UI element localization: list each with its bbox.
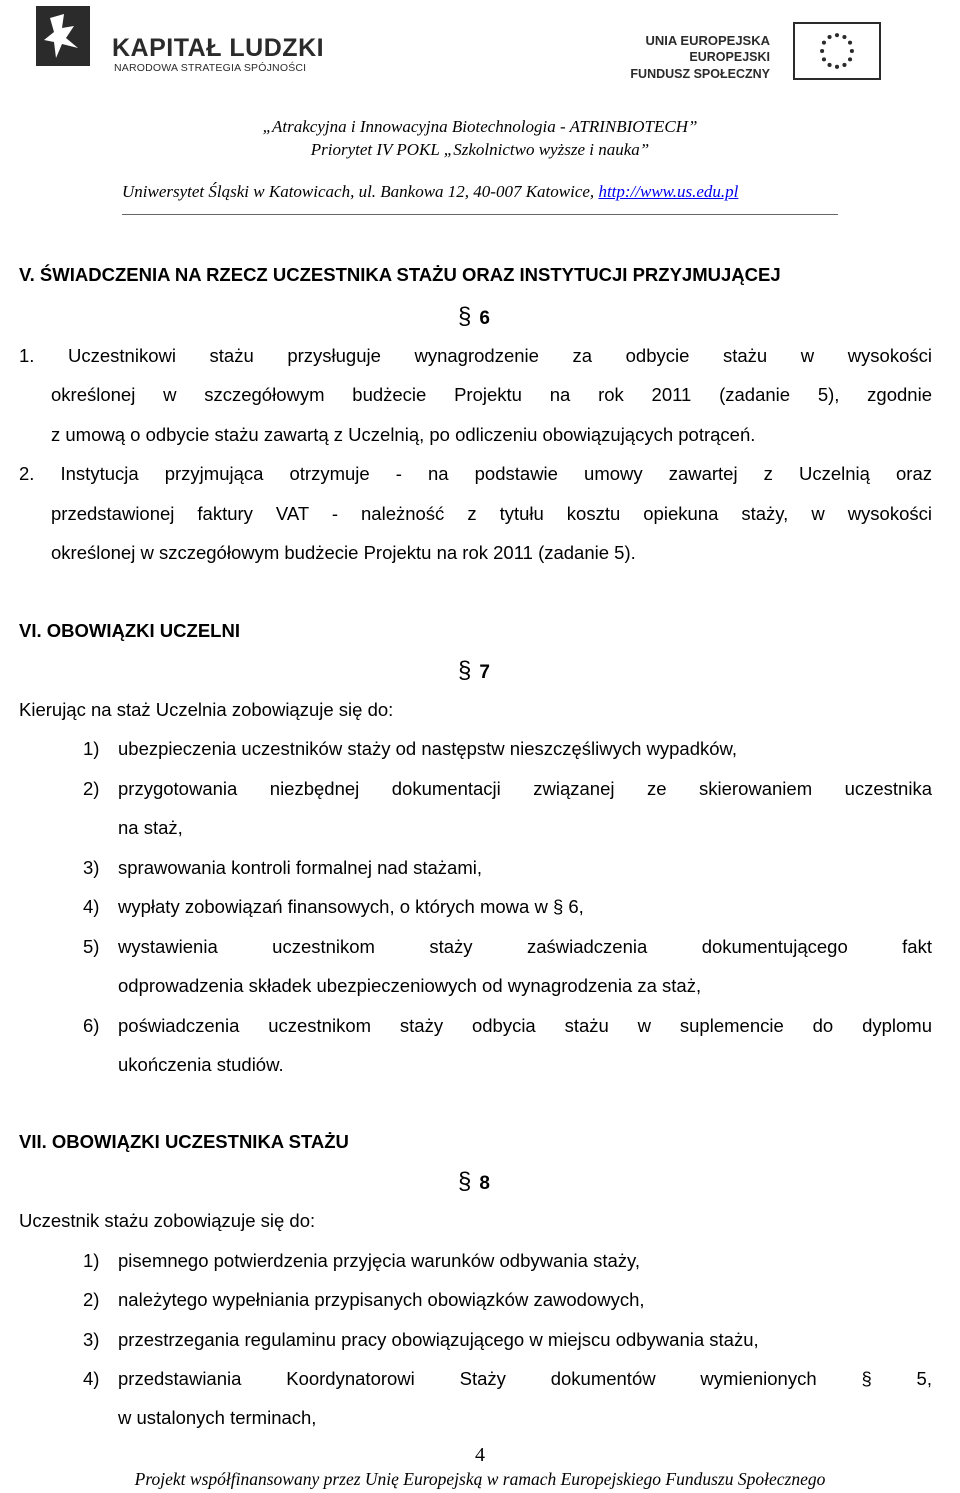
section-v-item2-line1: 2. Instytucja przyjmująca otrzymuje - na podstawie umowy zawartej z Uczelnią oraz bbox=[19, 463, 932, 484]
eu-logo-line1: UNIA EUROPEJSKA bbox=[645, 33, 770, 48]
list-item-number: 4) bbox=[83, 896, 100, 917]
section-v-item1-line2: określonej w szczegółowym budżecie Projektu na rok 2011 (zadanie 5), zgodnie bbox=[51, 384, 932, 405]
address-text: Uniwersytet Śląski w Katowicach, ul. Bankowa 12, 40-007 Katowice, bbox=[122, 182, 595, 201]
paragraph-symbol: § bbox=[458, 657, 472, 684]
paragraph-number: 7 bbox=[479, 662, 490, 683]
section-vii-paragraph-mark bbox=[458, 1170, 490, 1196]
list-item-number: 1) bbox=[83, 738, 100, 759]
list-item-number: 3) bbox=[83, 1328, 100, 1350]
list-item-text: należytego wypełniania przypisanych obowiązków zawodowych, bbox=[118, 1289, 645, 1311]
eu-logo-line3: FUNDUSZ SPOŁECZNY bbox=[630, 67, 770, 81]
section-vi-intro: Kierując na staż Uczelnia zobowiązuje się do: bbox=[19, 699, 394, 720]
list-item-text: wystawienia uczestnikom staży zaświadczenia dokumentującego fakt bbox=[118, 935, 932, 957]
project-title-line: „Atrakcyjna i Innowacyjna Biotechnologia - ATRINBIOTECH” bbox=[262, 117, 698, 136]
section-v-item1-line1: 1. Uczestnikowi stażu przysługuje wynagrodzenie za odbycie stażu w wysokości bbox=[19, 345, 932, 366]
cofinance-footer: Projekt współfinansowany przez Unię Europejską w ramach Europejskiego Funduszu Społecznego bbox=[134, 1469, 826, 1489]
eu-logo bbox=[630, 18, 890, 90]
section-v-item2-line3: określonej w szczegółowym budżecie Projektu na rok 2011 (zadanie 5). bbox=[51, 542, 636, 563]
list-item-text: poświadczenia uczestnikom staży odbycia stażu w suplemencie do dyplomu bbox=[118, 1014, 932, 1036]
list-item-text: przygotowania niezbędnej dokumentacji związanej ze skierowaniem uczestnika bbox=[118, 777, 932, 799]
paragraph-number: 8 bbox=[479, 1173, 490, 1194]
list-item-number: 6) bbox=[83, 1014, 100, 1036]
list-item-text: odprowadzenia składek ubezpieczeniowych od wynagrodzenia za staż, bbox=[118, 975, 702, 996]
eu-flag-icon bbox=[793, 22, 881, 80]
list-item-text: na staż, bbox=[118, 817, 183, 838]
kapital-ludzki-logo bbox=[32, 4, 325, 82]
list-item-text: przedstawiania Koordynatorowi Staży dokumentów wymienionych § 5, bbox=[118, 1367, 932, 1389]
paragraph-number: 6 bbox=[479, 308, 490, 329]
list-item-text: w ustalonych terminach, bbox=[118, 1407, 317, 1429]
section-vi-title: VI. OBOWIĄZKI UCZELNI bbox=[19, 620, 240, 641]
list-item-text: ubezpieczenia uczestników staży od następstw nieszczęśliwych wypadków, bbox=[118, 738, 738, 759]
list-item-text: pisemnego potwierdzenia przyjęcia warunków odbywania staży, bbox=[118, 1250, 641, 1271]
section-vii-title: VII. OBOWIĄZKI UCZESTNIKA STAŻU bbox=[19, 1131, 349, 1152]
eu-logo-text bbox=[630, 32, 770, 83]
section-vii-intro: Uczestnik stażu zobowiązuje się do: bbox=[19, 1210, 316, 1231]
kapital-ludzki-emblem-icon bbox=[32, 4, 94, 68]
list-item-number: 1) bbox=[83, 1250, 100, 1271]
paragraph-symbol: § bbox=[458, 303, 472, 330]
section-v-title: V. ŚWIADCZENIA NA RZECZ UCZESTNIKA STAŻU ORAZ INSTYTUCJI PRZYJMUJĄCEJ bbox=[19, 264, 781, 285]
address-line bbox=[122, 182, 738, 202]
list-item-number: 2) bbox=[83, 1289, 100, 1311]
list-item-text: wypłaty zobowiązań finansowych, o których mowa w § 6, bbox=[118, 896, 584, 917]
list-item-text: sprawowania kontroli formalnej nad stażami, bbox=[118, 856, 483, 878]
kapital-ludzki-subtitle: NARODOWA STRATEGIA SPÓJNOŚCI bbox=[114, 62, 307, 74]
list-item-number: 3) bbox=[83, 856, 100, 878]
section-v-item1-line3: z umową o odbycie stażu zawartą z Uczelnią, po odliczeniu obowiązujących potrąceń. bbox=[51, 424, 756, 445]
eu-logo-line2: EUROPEJSKI bbox=[689, 50, 770, 64]
page-number: 4 bbox=[475, 1444, 485, 1466]
section-vi-paragraph-mark bbox=[458, 659, 490, 685]
section-v-paragraph-mark bbox=[458, 305, 490, 331]
priority-line: Priorytet IV POKL „Szkolnictwo wyższe i nauka” bbox=[310, 140, 650, 159]
list-item-number: 5) bbox=[83, 935, 100, 957]
list-item-text: przestrzegania regulaminu pracy obowiązującego w miejscu odbywania stażu, bbox=[118, 1328, 759, 1350]
list-item-number: 4) bbox=[83, 1367, 100, 1389]
section-v-item2-line2: przedstawionej faktury VAT - należność z tytułu kosztu opiekuna staży, w wysokości bbox=[51, 503, 932, 524]
kapital-ludzki-title: KAPITAŁ LUDZKI bbox=[112, 34, 325, 62]
list-item-text: ukończenia studiów. bbox=[118, 1054, 284, 1075]
list-item-number: 2) bbox=[83, 777, 100, 799]
paragraph-symbol: § bbox=[458, 1168, 472, 1195]
header-divider bbox=[122, 214, 838, 215]
university-link[interactable]: http://www.us.edu.pl bbox=[598, 182, 739, 201]
